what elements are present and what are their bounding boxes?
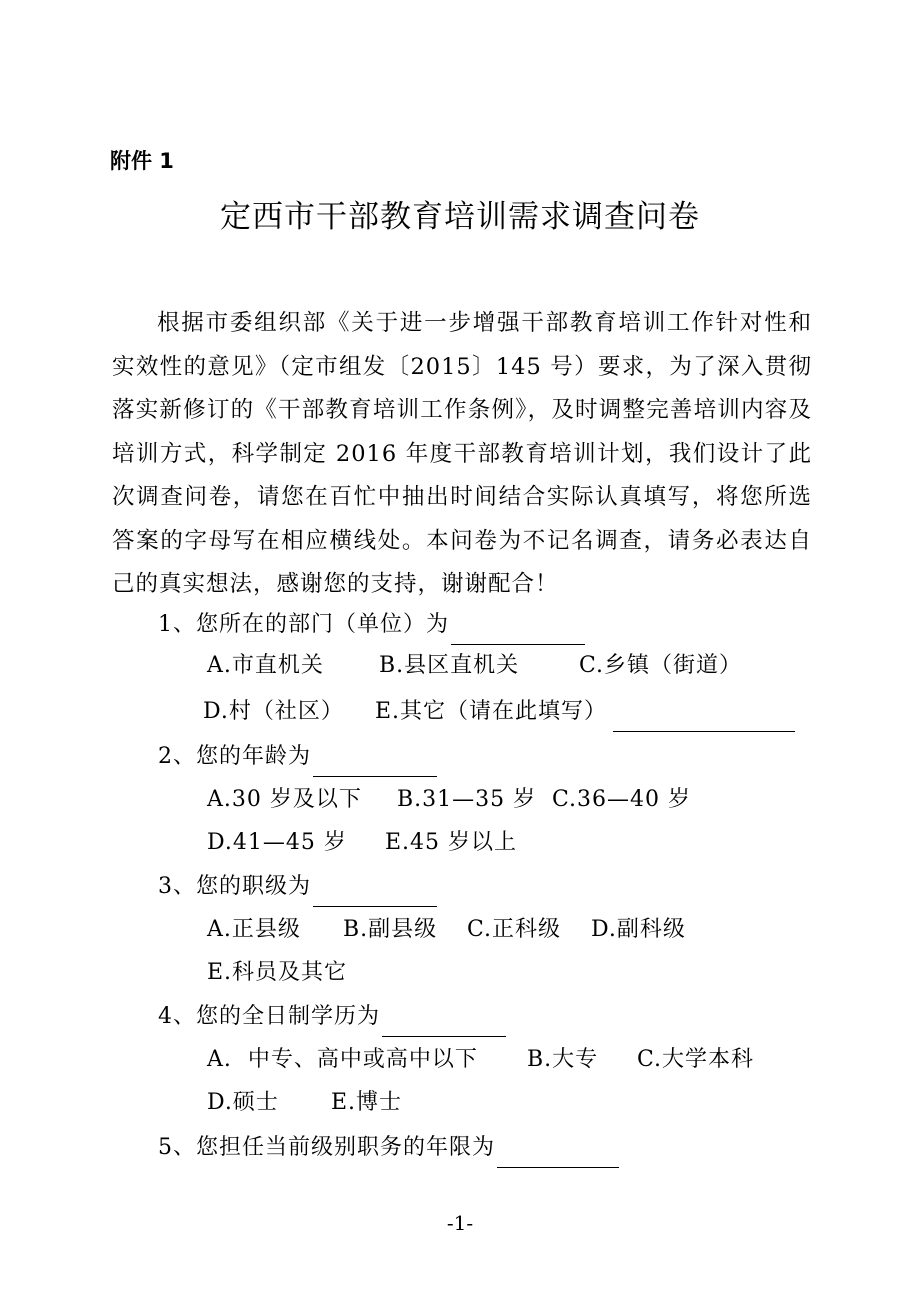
question-1-options-row-1 bbox=[207, 646, 742, 686]
question-4-options-row-2 bbox=[207, 1083, 402, 1123]
question-1-option-c: C.乡镇（街道） bbox=[579, 653, 743, 678]
question-3-option-d: D.副科级 bbox=[591, 917, 686, 942]
page-number: -1- bbox=[446, 1211, 474, 1235]
question-1-text: 1、您所在的部门（单位）为 bbox=[158, 612, 449, 637]
question-5-answer-blank[interactable] bbox=[497, 1137, 619, 1168]
page-title: 定西市干部教育培训需求调查问卷 bbox=[220, 199, 700, 235]
question-3-option-e: E.科员及其它 bbox=[207, 960, 348, 985]
question-3-option-c: C.正科级 bbox=[467, 917, 562, 942]
question-4-option-c: C.大学本科 bbox=[637, 1047, 755, 1072]
question-4-option-b: B.大专 bbox=[527, 1047, 599, 1072]
question-1-options-row-2 bbox=[203, 692, 795, 732]
question-1-option-e: E.其它（请在此填写） bbox=[375, 699, 608, 724]
question-1-other-blank[interactable] bbox=[613, 701, 795, 732]
question-2-answer-blank[interactable] bbox=[313, 746, 437, 777]
question-2-option-c: C.36—40 岁 bbox=[552, 787, 692, 812]
attachment-label: 附件 1 bbox=[110, 149, 174, 173]
question-4-options-row-1 bbox=[207, 1040, 754, 1080]
intro-paragraph: 根据市委组织部《关于进一步增强干部教育培训工作针对性和实效性的意见》（定市组发〔2015〕145 号）要求，为了深入贯彻落实新修订的《干部教育培训工作条例》，及时调整完善培训内容及培训方式，科学制定 2016 年度干部教育培训计划，我们设计了此次调查问卷，请您在百忙中抽出时间结合实际认真填写，将您所选答案的字母写在相应横线处。本问卷为不记名调查，请务必表达自己的真实想法，感谢您的支持，谢谢配合！ bbox=[112, 310, 812, 597]
question-4-option-d: D.硕士 bbox=[207, 1090, 279, 1115]
question-5-text: 5、您担任当前级别职务的年限为 bbox=[158, 1135, 495, 1160]
question-4-option-e: E.博士 bbox=[331, 1090, 403, 1115]
question-3-text: 3、您的职级为 bbox=[158, 874, 311, 899]
question-4-text: 4、您的全日制学历为 bbox=[158, 1004, 380, 1029]
question-1-option-b: B.县区直机关 bbox=[379, 653, 520, 678]
question-1-option-a: A.市直机关 bbox=[207, 653, 324, 678]
question-4 bbox=[158, 997, 506, 1037]
question-3 bbox=[158, 867, 437, 907]
question-1-answer-blank[interactable] bbox=[451, 614, 585, 645]
question-2-option-a: A.30 岁及以下 bbox=[207, 787, 362, 812]
question-4-option-a: A. 中专、高中或高中以下 bbox=[207, 1047, 478, 1072]
question-3-options-row-2 bbox=[207, 953, 347, 993]
question-2-text: 2、您的年龄为 bbox=[158, 744, 311, 769]
question-1 bbox=[158, 605, 585, 645]
question-4-answer-blank[interactable] bbox=[382, 1006, 506, 1037]
question-2-option-d: D.41—45 岁 bbox=[207, 830, 347, 855]
question-5 bbox=[158, 1128, 619, 1168]
question-3-option-b: B.副县级 bbox=[343, 917, 438, 942]
question-1-option-d: D.村（社区） bbox=[203, 699, 344, 724]
question-3-options-row-1 bbox=[207, 910, 686, 950]
question-2-options-row-1 bbox=[207, 780, 691, 820]
question-3-answer-blank[interactable] bbox=[313, 876, 437, 907]
question-2-option-b: B.31—35 岁 bbox=[397, 787, 537, 812]
question-2 bbox=[158, 737, 437, 777]
question-2-option-e: E.45 岁以上 bbox=[385, 830, 518, 855]
question-3-option-a: A.正县级 bbox=[207, 917, 301, 942]
question-2-options-row-2 bbox=[207, 823, 517, 863]
